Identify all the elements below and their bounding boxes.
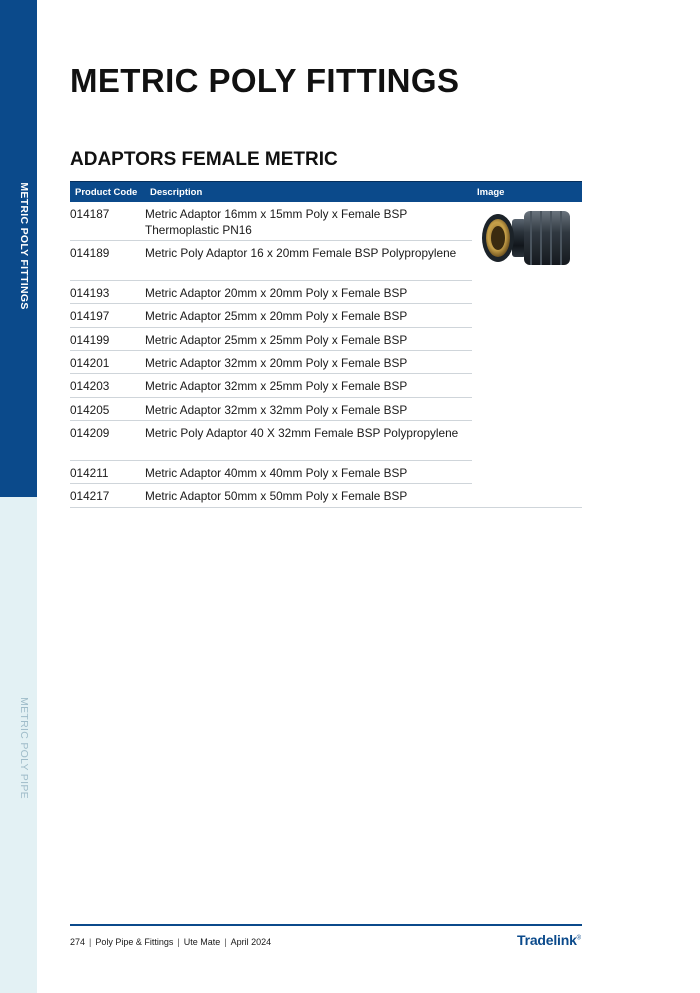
header-image: Image xyxy=(477,187,505,198)
product-description: Metric Adaptor 16mm x 15mm Poly x Female BSP Thermoplastic PN16 xyxy=(145,207,408,237)
sidebar-tab-metric-poly-fittings[interactable]: METRIC POLY FITTINGS xyxy=(18,182,30,310)
product-code: 014199 xyxy=(70,332,110,347)
table-row xyxy=(70,374,472,397)
table-row xyxy=(70,304,472,327)
table-body xyxy=(70,202,472,507)
product-description: Metric Poly Adaptor 40 X 32mm Female BSP Polypropylene xyxy=(145,426,459,441)
product-code: 014201 xyxy=(70,355,110,370)
footer-divider xyxy=(70,924,582,926)
product-code: 014209 xyxy=(70,426,110,441)
product-code: 014187 xyxy=(70,207,110,221)
table-row xyxy=(70,461,472,484)
product-description: Metric Adaptor 40mm x 40mm Poly x Female BSP xyxy=(145,465,408,480)
table-row xyxy=(70,241,472,280)
product-code: 014211 xyxy=(70,465,109,480)
table-row xyxy=(70,398,472,421)
product-code: 014189 xyxy=(70,246,110,261)
product-description: Metric Adaptor 32mm x 32mm Poly x Female BSP xyxy=(145,402,408,417)
product-code: 014217 xyxy=(70,488,110,503)
product-description: Metric Adaptor 25mm x 25mm Poly x Female BSP xyxy=(145,332,408,347)
edition-name: Ute Mate xyxy=(183,937,221,947)
product-description: Metric Adaptor 25mm x 20mm Poly x Female BSP xyxy=(145,309,408,324)
page-title: METRIC POLY FITTINGS xyxy=(70,62,460,99)
table-row xyxy=(70,484,472,507)
product-description: Metric Adaptor 32mm x 25mm Poly x Female BSP xyxy=(145,379,408,394)
product-description: Metric Adaptor 32mm x 20mm Poly x Female BSP xyxy=(145,355,408,370)
product-description: Metric Adaptor 20mm x 20mm Poly x Female BSP xyxy=(145,285,408,300)
product-code: 014197 xyxy=(70,309,110,324)
table-row xyxy=(70,351,472,374)
footer-info: 274 | Poly Pipe & Fittings | Ute Mate | April 2024 xyxy=(70,937,272,947)
header-product-code: Product Code xyxy=(75,187,138,198)
product-description: Metric Adaptor 50mm x 50mm Poly x Female BSP xyxy=(145,488,408,503)
header-description: Description xyxy=(150,187,203,198)
table-row xyxy=(70,281,472,304)
table-row xyxy=(70,328,472,351)
tradelink-logo: Tradelink® xyxy=(517,932,581,948)
table-header xyxy=(70,181,582,202)
table-bottom-divider xyxy=(70,507,582,508)
product-code: 014193 xyxy=(70,285,110,300)
product-description: Metric Poly Adaptor 16 x 20mm Female BSP Polypropylene xyxy=(145,246,457,261)
product-table xyxy=(70,181,582,508)
product-code: 014203 xyxy=(70,379,110,394)
section-title: ADAPTORS FEMALE METRIC xyxy=(70,149,338,170)
table-row xyxy=(70,421,472,460)
poly-fitting-adaptor-image xyxy=(474,207,580,269)
table-row xyxy=(70,202,472,241)
product-code: 014205 xyxy=(70,402,110,417)
page-number: 274 xyxy=(70,937,86,947)
sidebar-tab-metric-poly-pipe[interactable]: METRIC POLY PIPE xyxy=(18,697,30,799)
catalogue-name: Poly Pipe & Fittings xyxy=(95,937,174,947)
publication-date: April 2024 xyxy=(230,937,272,947)
